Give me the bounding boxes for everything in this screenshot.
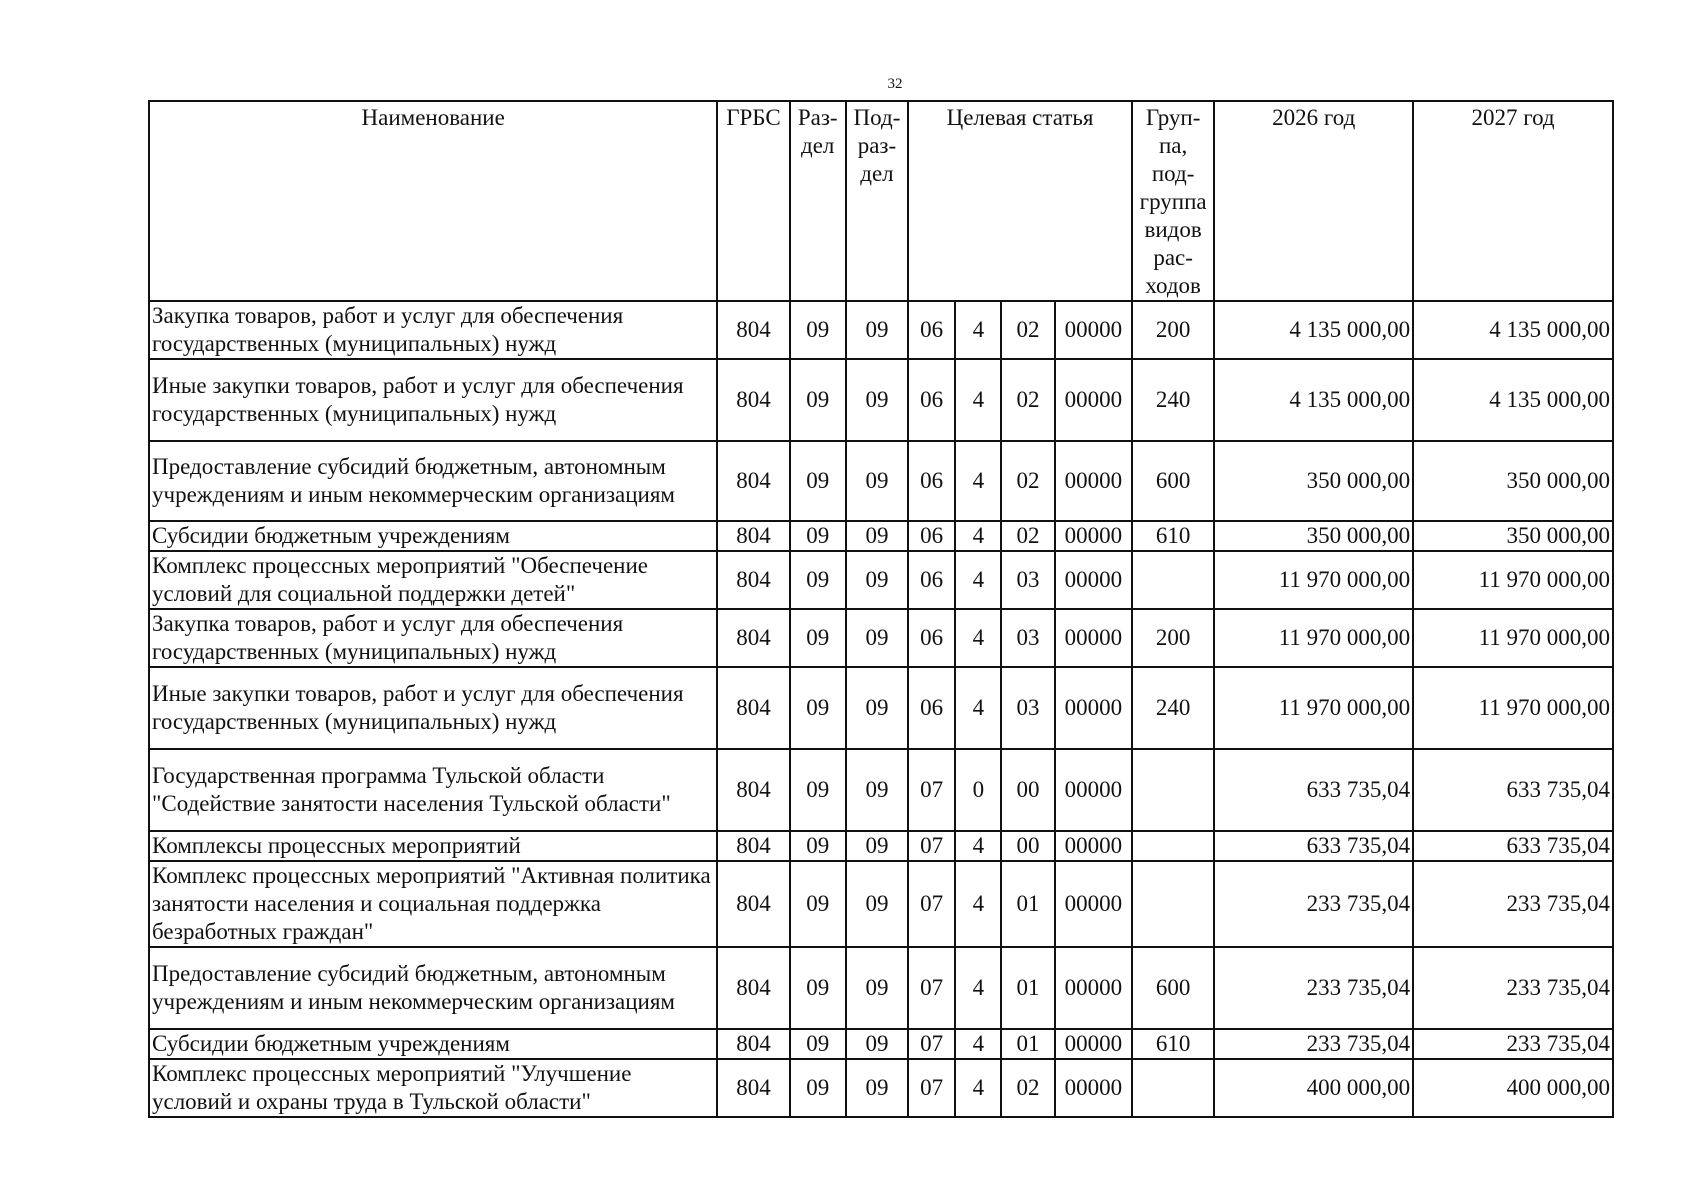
cell-target-direction: 00000 <box>1055 301 1132 359</box>
row-name: Предоставление субсидий бюджетным, автономным учреждениям и иным некоммерческим организациям <box>149 441 717 521</box>
cell-subsection: 09 <box>846 861 908 947</box>
header-target-article: Целевая статья <box>908 101 1132 301</box>
cell-target-element: 01 <box>1001 947 1054 1029</box>
cell-amount-2026: 11 970 000,00 <box>1214 667 1413 749</box>
cell-target-type: 4 <box>955 667 1001 749</box>
cell-target-element: 00 <box>1001 831 1054 861</box>
cell-target-direction: 00000 <box>1055 359 1132 441</box>
table-row <box>149 359 1613 441</box>
header-year-2026: 2026 год <box>1214 101 1413 301</box>
cell-target-type: 4 <box>955 1059 1001 1117</box>
cell-expense-group <box>1132 1059 1214 1117</box>
table-row <box>149 441 1613 521</box>
cell-amount-2027: 633 735,04 <box>1413 749 1613 831</box>
cell-amount-2027: 233 735,04 <box>1413 1029 1613 1059</box>
cell-target-program: 07 <box>908 749 955 831</box>
row-name: Государственная программа Тульской области "Содействие занятости населения Тульской области" <box>149 749 717 831</box>
cell-target-direction: 00000 <box>1055 861 1132 947</box>
row-name: Комплекс процессных мероприятий "Обеспечение условий для социальной поддержки детей" <box>149 551 717 609</box>
cell-target-program: 07 <box>908 1029 955 1059</box>
cell-amount-2026: 633 735,04 <box>1214 831 1413 861</box>
cell-section: 09 <box>790 861 846 947</box>
cell-grbs: 804 <box>717 1029 789 1059</box>
cell-target-program: 06 <box>908 521 955 551</box>
cell-target-program: 06 <box>908 359 955 441</box>
cell-amount-2027: 4 135 000,00 <box>1413 359 1613 441</box>
cell-amount-2026: 233 735,04 <box>1214 861 1413 947</box>
cell-target-type: 4 <box>955 521 1001 551</box>
cell-subsection: 09 <box>846 667 908 749</box>
cell-expense-group: 610 <box>1132 521 1214 551</box>
cell-amount-2026: 11 970 000,00 <box>1214 551 1413 609</box>
row-name: Закупка товаров, работ и услуг для обеспечения государственных (муниципальных) нужд <box>149 301 717 359</box>
cell-target-type: 4 <box>955 831 1001 861</box>
cell-section: 09 <box>790 609 846 667</box>
cell-subsection: 09 <box>846 551 908 609</box>
cell-amount-2027: 350 000,00 <box>1413 441 1613 521</box>
cell-target-type: 4 <box>955 301 1001 359</box>
cell-target-type: 0 <box>955 749 1001 831</box>
cell-target-type: 4 <box>955 609 1001 667</box>
cell-grbs: 804 <box>717 831 789 861</box>
cell-target-direction: 00000 <box>1055 441 1132 521</box>
cell-subsection: 09 <box>846 947 908 1029</box>
cell-target-direction: 00000 <box>1055 551 1132 609</box>
cell-grbs: 804 <box>717 359 789 441</box>
table-header-row <box>149 101 1613 301</box>
cell-target-program: 06 <box>908 441 955 521</box>
cell-expense-group <box>1132 831 1214 861</box>
cell-expense-group <box>1132 861 1214 947</box>
cell-grbs: 804 <box>717 947 789 1029</box>
cell-amount-2026: 350 000,00 <box>1214 441 1413 521</box>
cell-target-direction: 00000 <box>1055 831 1132 861</box>
cell-target-program: 07 <box>908 947 955 1029</box>
cell-grbs: 804 <box>717 667 789 749</box>
table-body <box>149 301 1613 1117</box>
cell-grbs: 804 <box>717 1059 789 1117</box>
cell-target-program: 07 <box>908 831 955 861</box>
cell-target-element: 02 <box>1001 301 1054 359</box>
cell-section: 09 <box>790 831 846 861</box>
cell-amount-2027: 11 970 000,00 <box>1413 551 1613 609</box>
cell-target-program: 06 <box>908 667 955 749</box>
row-name: Комплекс процессных мероприятий "Активная политика занятости населения и социальная поддержка безработных граждан" <box>149 861 717 947</box>
cell-target-element: 02 <box>1001 441 1054 521</box>
header-name: Наименование <box>149 101 717 301</box>
cell-target-element: 02 <box>1001 359 1054 441</box>
cell-target-element: 02 <box>1001 1059 1054 1117</box>
cell-target-element: 03 <box>1001 667 1054 749</box>
cell-subsection: 09 <box>846 831 908 861</box>
cell-expense-group: 610 <box>1132 1029 1214 1059</box>
table-row <box>149 831 1613 861</box>
cell-target-element: 01 <box>1001 861 1054 947</box>
cell-grbs: 804 <box>717 441 789 521</box>
cell-section: 09 <box>790 1029 846 1059</box>
cell-amount-2026: 4 135 000,00 <box>1214 359 1413 441</box>
cell-subsection: 09 <box>846 749 908 831</box>
cell-amount-2027: 633 735,04 <box>1413 831 1613 861</box>
cell-expense-group: 240 <box>1132 359 1214 441</box>
cell-amount-2027: 350 000,00 <box>1413 521 1613 551</box>
table-row <box>149 609 1613 667</box>
cell-subsection: 09 <box>846 521 908 551</box>
cell-target-type: 4 <box>955 861 1001 947</box>
cell-amount-2026: 350 000,00 <box>1214 521 1413 551</box>
cell-section: 09 <box>790 359 846 441</box>
cell-subsection: 09 <box>846 301 908 359</box>
cell-target-direction: 00000 <box>1055 667 1132 749</box>
header-grbs: ГРБС <box>717 101 789 301</box>
row-name: Субсидии бюджетным учреждениям <box>149 1029 717 1059</box>
row-name: Предоставление субсидий бюджетным, автономным учреждениям и иным некоммерческим организациям <box>149 947 717 1029</box>
cell-amount-2026: 4 135 000,00 <box>1214 301 1413 359</box>
cell-target-direction: 00000 <box>1055 1059 1132 1117</box>
cell-amount-2027: 4 135 000,00 <box>1413 301 1613 359</box>
cell-target-type: 4 <box>955 947 1001 1029</box>
cell-amount-2026: 233 735,04 <box>1214 1029 1413 1059</box>
cell-target-program: 06 <box>908 551 955 609</box>
cell-grbs: 804 <box>717 521 789 551</box>
cell-target-element: 02 <box>1001 521 1054 551</box>
cell-target-program: 07 <box>908 861 955 947</box>
cell-grbs: 804 <box>717 861 789 947</box>
cell-target-direction: 00000 <box>1055 609 1132 667</box>
cell-target-element: 03 <box>1001 551 1054 609</box>
row-name: Комплекс процессных мероприятий "Улучшение условий и охраны труда в Тульской области" <box>149 1059 717 1117</box>
cell-amount-2027: 11 970 000,00 <box>1413 609 1613 667</box>
cell-subsection: 09 <box>846 1059 908 1117</box>
table-row <box>149 1059 1613 1117</box>
cell-expense-group <box>1132 551 1214 609</box>
cell-target-element: 03 <box>1001 609 1054 667</box>
cell-target-type: 4 <box>955 441 1001 521</box>
cell-section: 09 <box>790 947 846 1029</box>
cell-target-direction: 00000 <box>1055 1029 1132 1059</box>
cell-target-type: 4 <box>955 551 1001 609</box>
cell-section: 09 <box>790 749 846 831</box>
cell-expense-group: 600 <box>1132 441 1214 521</box>
cell-target-element: 00 <box>1001 749 1054 831</box>
cell-target-type: 4 <box>955 1029 1001 1059</box>
cell-subsection: 09 <box>846 359 908 441</box>
cell-amount-2027: 400 000,00 <box>1413 1059 1613 1117</box>
table-row <box>149 521 1613 551</box>
header-expense-group: Груп- па, под- группа видов рас- ходов <box>1132 101 1214 301</box>
row-name: Иные закупки товаров, работ и услуг для обеспечения государственных (муниципальных) нужд <box>149 667 717 749</box>
table-row <box>149 749 1613 831</box>
header-section: Раз- дел <box>790 101 846 301</box>
cell-section: 09 <box>790 301 846 359</box>
cell-section: 09 <box>790 521 846 551</box>
cell-amount-2026: 233 735,04 <box>1214 947 1413 1029</box>
table-row <box>149 667 1613 749</box>
cell-expense-group: 200 <box>1132 609 1214 667</box>
cell-subsection: 09 <box>846 441 908 521</box>
cell-expense-group: 240 <box>1132 667 1214 749</box>
cell-amount-2026: 633 735,04 <box>1214 749 1413 831</box>
header-subsection: Под- раз- дел <box>846 101 908 301</box>
row-name: Комплексы процессных мероприятий <box>149 831 717 861</box>
cell-target-direction: 00000 <box>1055 947 1132 1029</box>
header-year-2027: 2027 год <box>1413 101 1613 301</box>
page-number: 32 <box>887 76 903 92</box>
table-row <box>149 947 1613 1029</box>
row-name: Иные закупки товаров, работ и услуг для обеспечения государственных (муниципальных) нужд <box>149 359 717 441</box>
cell-amount-2027: 233 735,04 <box>1413 947 1613 1029</box>
cell-amount-2027: 233 735,04 <box>1413 861 1613 947</box>
cell-grbs: 804 <box>717 301 789 359</box>
cell-grbs: 804 <box>717 609 789 667</box>
cell-amount-2026: 11 970 000,00 <box>1214 609 1413 667</box>
table-row <box>149 861 1613 947</box>
cell-amount-2027: 11 970 000,00 <box>1413 667 1613 749</box>
cell-expense-group: 200 <box>1132 301 1214 359</box>
row-name: Субсидии бюджетным учреждениям <box>149 521 717 551</box>
cell-grbs: 804 <box>717 551 789 609</box>
cell-subsection: 09 <box>846 609 908 667</box>
cell-section: 09 <box>790 441 846 521</box>
cell-target-program: 06 <box>908 301 955 359</box>
cell-target-element: 01 <box>1001 1029 1054 1059</box>
row-name: Закупка товаров, работ и услуг для обеспечения государственных (муниципальных) нужд <box>149 609 717 667</box>
cell-section: 09 <box>790 667 846 749</box>
cell-target-direction: 00000 <box>1055 521 1132 551</box>
cell-target-direction: 00000 <box>1055 749 1132 831</box>
table-row <box>149 1029 1613 1059</box>
cell-section: 09 <box>790 551 846 609</box>
cell-grbs: 804 <box>717 749 789 831</box>
table-row <box>149 551 1613 609</box>
cell-target-program: 07 <box>908 1059 955 1117</box>
cell-target-type: 4 <box>955 359 1001 441</box>
cell-expense-group: 600 <box>1132 947 1214 1029</box>
cell-section: 09 <box>790 1059 846 1117</box>
cell-subsection: 09 <box>846 1029 908 1059</box>
cell-target-program: 06 <box>908 609 955 667</box>
table-row <box>149 301 1613 359</box>
cell-amount-2026: 400 000,00 <box>1214 1059 1413 1117</box>
cell-expense-group <box>1132 749 1214 831</box>
budget-table <box>148 100 1614 1118</box>
